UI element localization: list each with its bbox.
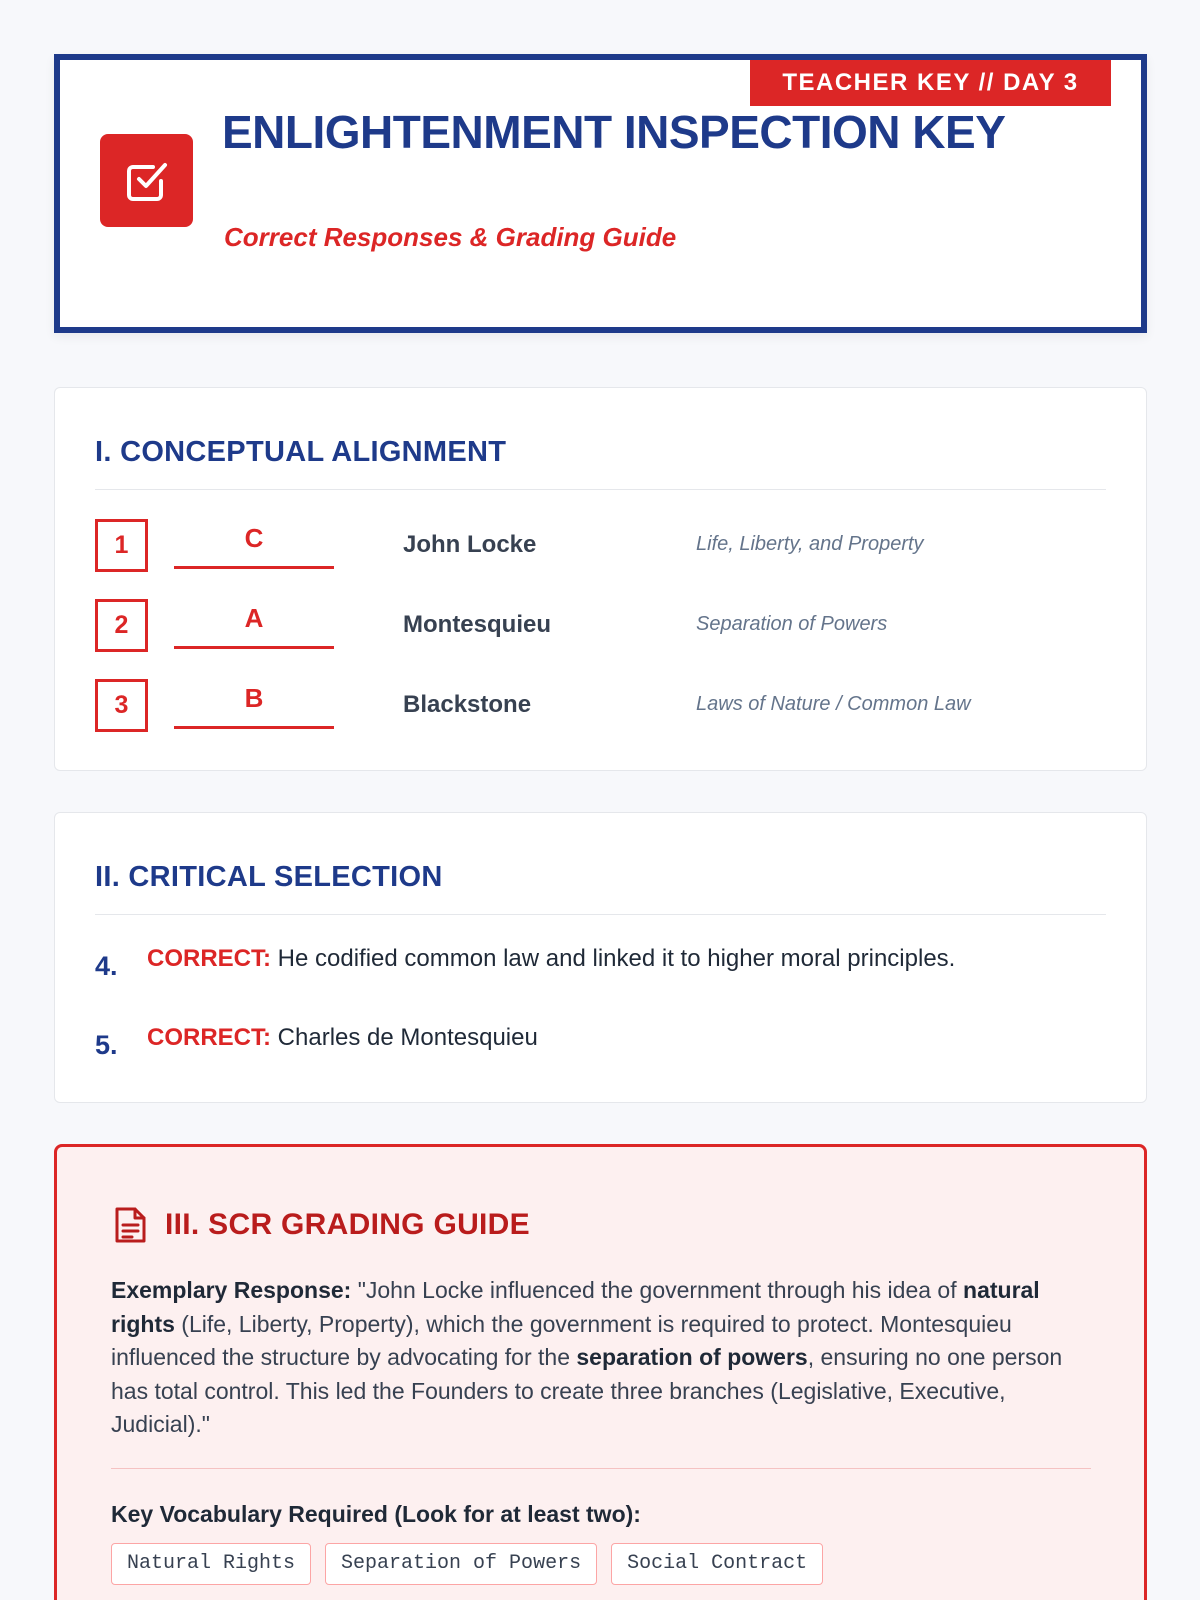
thinker-name: John Locke: [403, 531, 537, 558]
divider: [95, 489, 1106, 490]
critical-selection-card: [54, 812, 1147, 1103]
page-subtitle: Correct Responses & Grading Guide: [224, 222, 677, 252]
answer-text: [147, 1024, 538, 1052]
item-number: 3: [95, 679, 148, 732]
scr-header: [111, 1205, 530, 1245]
answer-body: He codified common law and linked it to higher moral principles.: [271, 945, 956, 972]
alignment-row: [95, 599, 1095, 655]
exemplar-text: , ensuring no one person has total control. This led the Founders to create three branches (Legislative, Executive, Judicial).": [111, 1344, 1063, 1437]
section-title: II. CRITICAL SELECTION: [95, 861, 443, 893]
vocab-label: Key Vocabulary Required (Look for at least two):: [111, 1501, 641, 1527]
scr-grading-card: [54, 1144, 1147, 1600]
concept-text: Life, Liberty, and Property: [696, 533, 924, 555]
document-icon: [111, 1205, 149, 1245]
concept-text: Separation of Powers: [696, 613, 888, 635]
exemplar-text: "John Locke influenced the government through his idea of: [351, 1277, 964, 1303]
correct-label: CORRECT:: [147, 945, 271, 972]
correct-label: CORRECT:: [147, 1024, 271, 1051]
answer-text: [147, 945, 955, 973]
key-term: separation of powers: [576, 1344, 808, 1370]
key-term: natural rights: [111, 1277, 1040, 1337]
section-title: III. SCR GRADING GUIDE: [165, 1208, 530, 1241]
checkbox-icon: [100, 134, 193, 227]
exemplar-label: Exemplary Response:: [111, 1277, 352, 1303]
answer-body: Charles de Montesquieu: [271, 1024, 538, 1051]
section-title: I. CONCEPTUAL ALIGNMENT: [95, 436, 507, 468]
vocab-chip: Separation of Powers: [325, 1543, 597, 1585]
vocab-chip: Social Contract: [611, 1543, 823, 1585]
answer-blank: B: [174, 679, 334, 729]
vocab-chips: [111, 1543, 1111, 1585]
thinker-name: Blackstone: [403, 691, 532, 718]
concept-text: Laws of Nature / Common Law: [696, 693, 971, 715]
exemplary-response: [111, 1274, 1096, 1442]
divider: [95, 914, 1106, 915]
selection-item: [95, 945, 1095, 985]
alignment-row: [95, 519, 1095, 575]
question-number: 5.: [95, 1030, 118, 1060]
question-number: 4.: [95, 951, 118, 981]
teacher-key-tab: TEACHER KEY // DAY 3: [750, 60, 1111, 106]
header-card: [54, 54, 1147, 333]
item-number: 1: [95, 519, 148, 572]
page-title: ENLIGHTENMENT INSPECTION KEY: [222, 106, 1006, 158]
answer-blank: C: [174, 519, 334, 569]
item-number: 2: [95, 599, 148, 652]
vocab-chip: Natural Rights: [111, 1543, 311, 1585]
selection-item: [95, 1024, 1095, 1064]
alignment-row: [95, 679, 1095, 735]
thinker-name: Montesquieu: [403, 611, 551, 638]
answer-blank: A: [174, 599, 334, 649]
exemplar-text: (Life, Liberty, Property), which the government is required to protect. Montesquieu influenced the structure by advocating for the: [111, 1310, 1012, 1370]
conceptual-alignment-card: [54, 387, 1147, 771]
divider: [111, 1468, 1091, 1469]
